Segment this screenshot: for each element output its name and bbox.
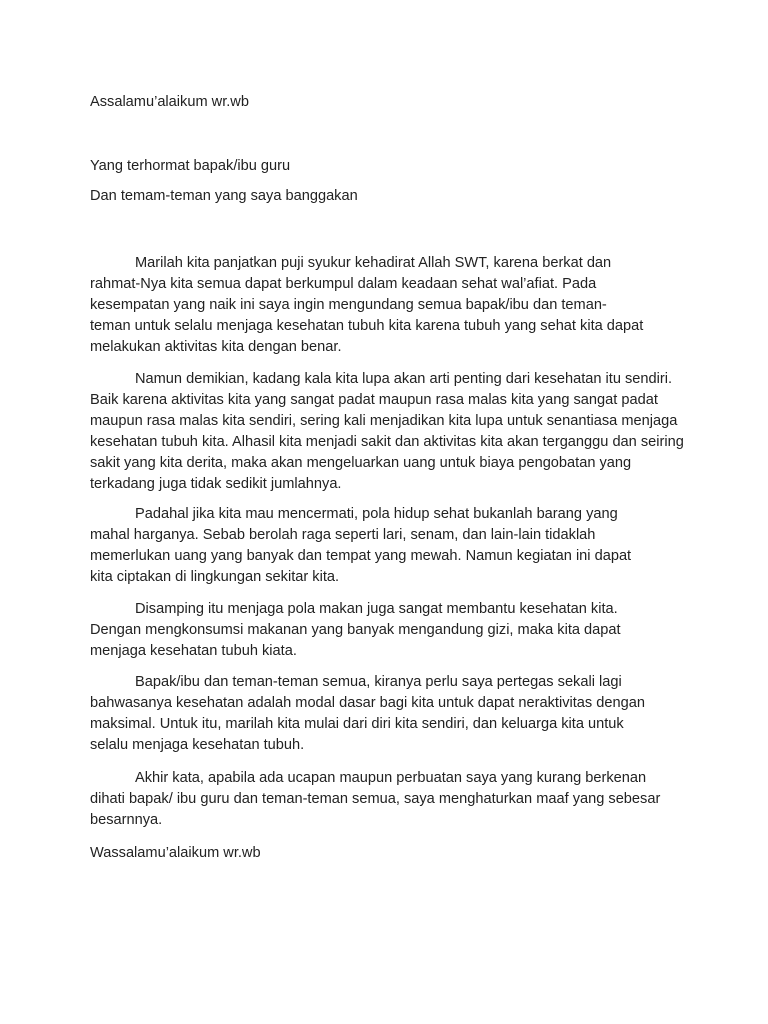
paragraph-healthy-lifestyle: Padahal jika kita mau mencermati, pola hidup sehat bukanlah barang yang mahal harganya. Sebab berolah raga seperti lari, senam, dan lain-lain tidaklah memerlukan uang yang banyak dan tempat yang mewah. Namun kegiatan ini dapat kita ciptakan di lingkungan sekitar kita. bbox=[90, 506, 632, 585]
addressee-teachers: Yang terhormat bapak/ibu guru bbox=[90, 158, 291, 174]
paragraph-forgetting-health: Namun demikian, kadang kala kita lupa akan arti penting dari kesehatan itu sendiri. Baik karena aktivitas kita yang sangat padat maupun rasa malas kita yang sangat padat maupun rasa malas kita sendiri, sering kali menjadikan kita lupa untuk senantiasa menjaga kesehatan tubuh kita. Alhasil kita menjadi sakit dan aktivitas kita akan terganggu dan seiring sakit yang kita derita, maka akan mengeluarkan uang untuk biaya pengobatan yang terkadang juga tidak sedikit jumlahnya. bbox=[90, 371, 684, 492]
closing: Wassalamu’alaikum wr.wb bbox=[90, 845, 261, 861]
greeting: Assalamu’alaikum wr.wb bbox=[90, 94, 249, 110]
paragraph-opening: Marilah kita panjatkan puji syukur kehadirat Allah SWT, karena berkat dan rahmat-Nya kita semua dapat berkumpul dalam keadaan sehat wal’afiat. Pada kesempatan yang naik ini saya ingin mengundang semua bapak/ibu dan teman-teman untuk selalu menjaga kesehatan tubuh kita karena tubuh yang sehat kita dapat melakukan aktivitas kita dengan benar. bbox=[90, 255, 644, 355]
paragraph-diet: Disamping itu menjaga pola makan juga sangat membantu kesehatan kita. Dengan mengkonsumsi makanan yang banyak mengandung gizi, maka kita dapat menjaga kesehatan tubuh kiata. bbox=[90, 601, 621, 659]
addressee-friends: Dan temam-teman yang saya banggakan bbox=[90, 188, 358, 204]
paragraph-apology: Akhir kata, apabila ada ucapan maupun perbuatan saya yang kurang berkenan dihati bapak/ ibu guru dan teman-teman semua, saya menghaturkan maaf yang sebesar besarnnya. bbox=[90, 770, 661, 828]
paragraph-emphasis: Bapak/ibu dan teman-teman semua, kiranya perlu saya pertegas sekali lagi bahwasanya kesehatan adalah modal dasar bagi kita untuk dapat neraktivitas dengan maksimal. Untuk itu, marilah kita mulai dari diri kita sendiri, dan keluarga kita untuk selalu menjaga kesehatan tubuh. bbox=[90, 674, 645, 753]
